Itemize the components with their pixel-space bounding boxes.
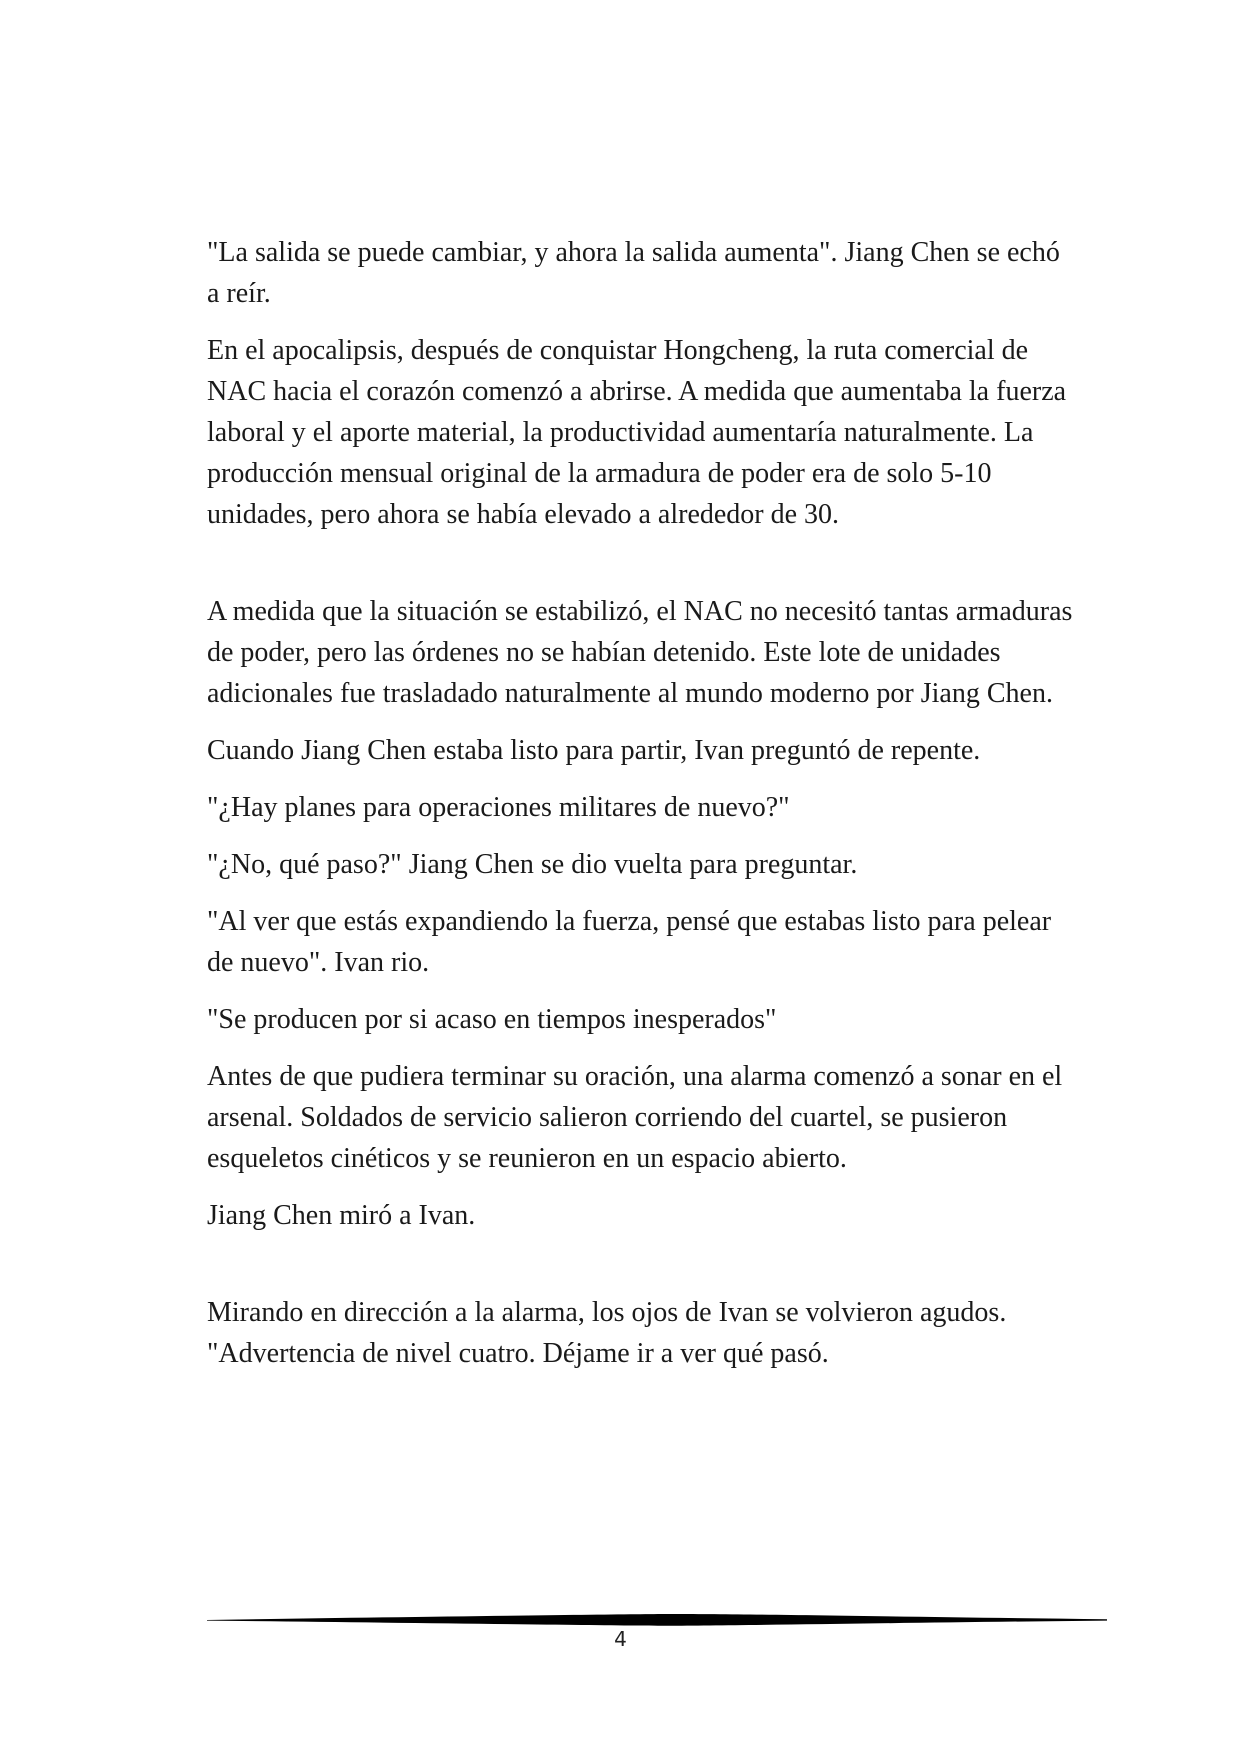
page-body	[207, 232, 1077, 1390]
paragraph-4: Cuando Jiang Chen estaba listo para partir, Ivan preguntó de repente.	[207, 735, 981, 766]
paragraph-8: "Se producen por si acaso en tiempos inesperados"	[207, 1004, 777, 1035]
page-number: 4	[614, 1627, 627, 1651]
paragraph-1: "La salida se puede cambiar, y ahora la salida aumenta". Jiang Chen se echó a reír.	[207, 237, 1060, 309]
footer-divider-swash	[207, 1614, 1107, 1626]
paragraph-6: "¿No, qué paso?" Jiang Chen se dio vuelta para preguntar.	[207, 849, 858, 880]
paragraph-5: "¿Hay planes para operaciones militares de nuevo?"	[207, 792, 790, 823]
paragraph-7: "Al ver que estás expandiendo la fuerza, pensé que estabas listo para pelear de nuevo". Ivan rio.	[207, 906, 1052, 978]
paragraph-10: Jiang Chen miró a Ivan.	[207, 1200, 476, 1231]
paragraph-9: Antes de que pudiera terminar su oración, una alarma comenzó a sonar en el arsenal. Soldados de servicio salieron corriendo del cuartel, se pusieron esqueletos cinéticos y se reunieron en un espacio abierto.	[207, 1061, 1063, 1174]
paragraph-11: Mirando en dirección a la alarma, los ojos de Ivan se volvieron agudos. "Advertencia de nivel cuatro. Déjame ir a ver qué pasó.	[207, 1297, 1007, 1369]
paragraph-2: En el apocalipsis, después de conquistar Hongcheng, la ruta comercial de NAC hacia el corazón comenzó a abrirse. A medida que aumentaba la fuerza laboral y el aporte material, la productividad aumentaría naturalmente. La producción mensual original de la armadura de poder era de solo 5-10 unidades, pero ahora se había elevado a alrededor de 30.	[207, 335, 1067, 530]
paragraph-3: A medida que la situación se estabilizó, el NAC no necesitó tantas armaduras de poder, pero las órdenes no se habían detenido. Este lote de unidades adicionales fue trasladado naturalmente al mundo moderno por Jiang Chen.	[207, 596, 1073, 709]
